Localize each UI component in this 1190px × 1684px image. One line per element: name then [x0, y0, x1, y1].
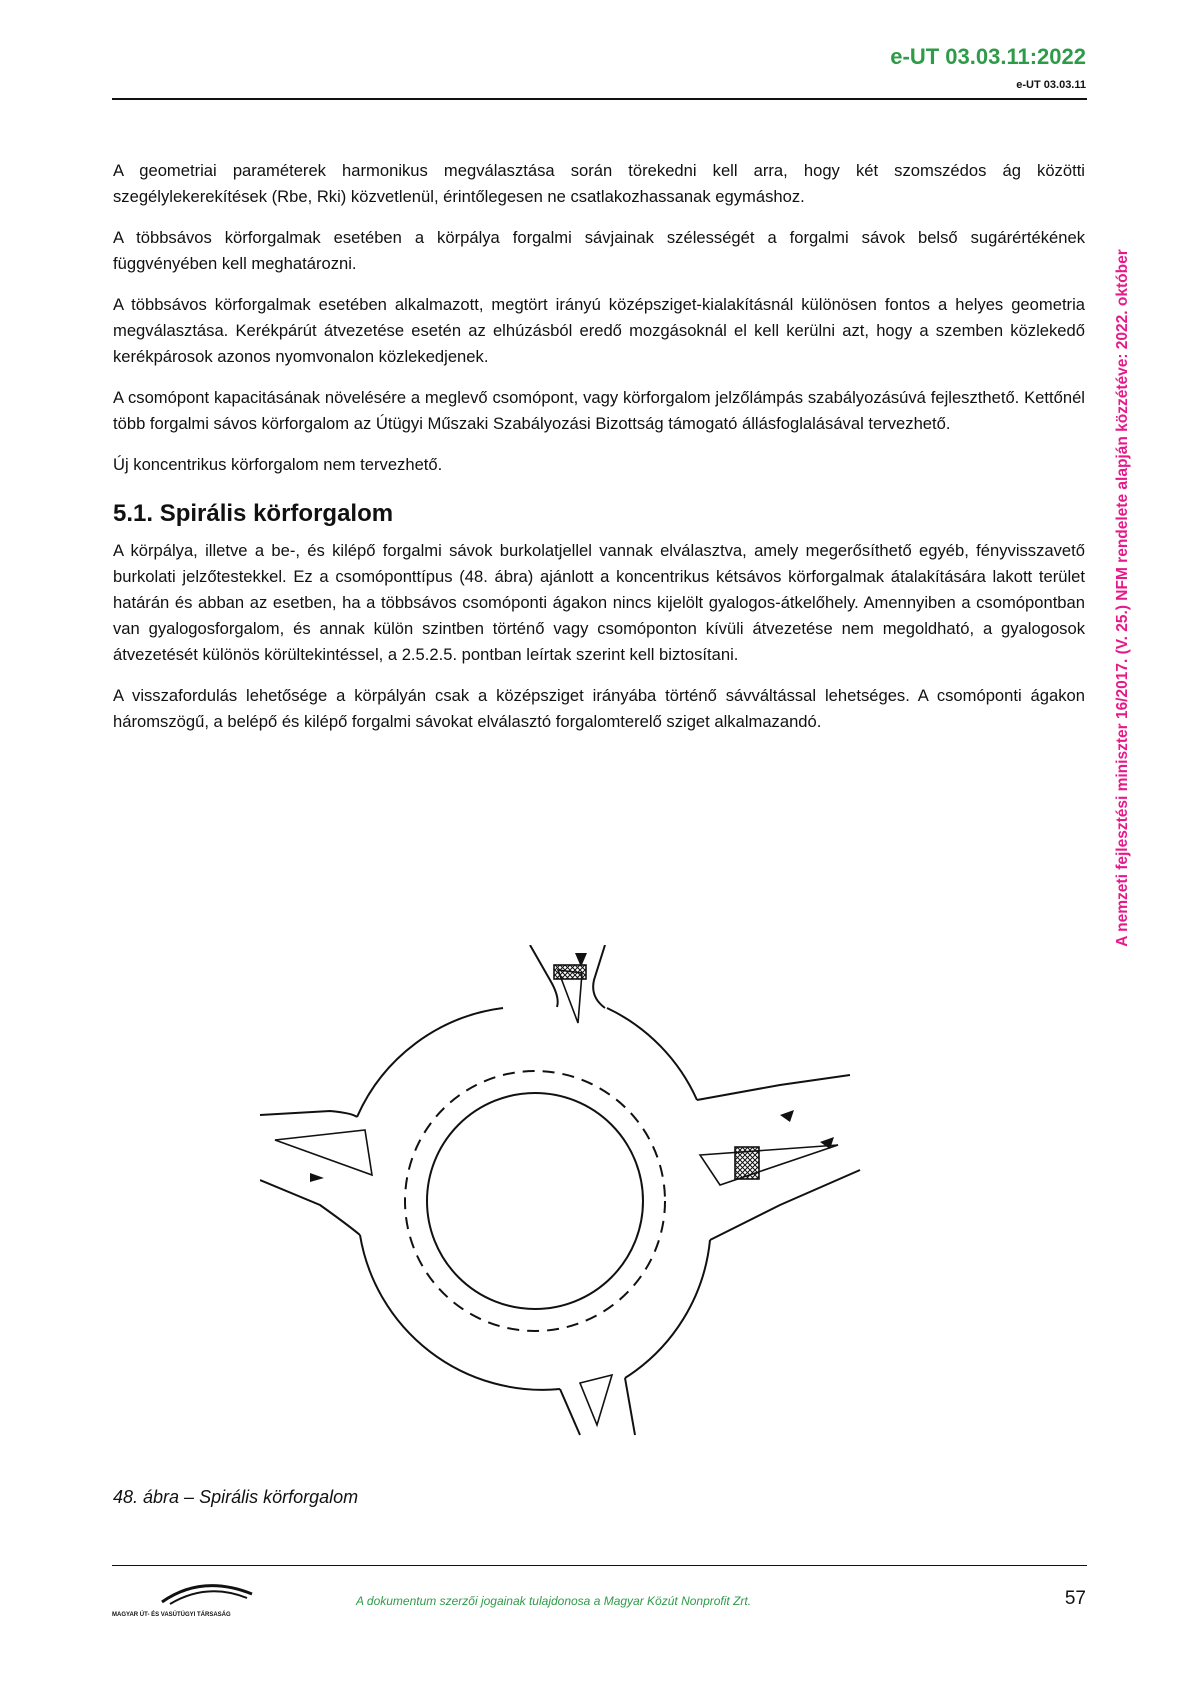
- central-island: [427, 1093, 643, 1309]
- splitter-island-west: [275, 1130, 372, 1175]
- lane-arrow: [310, 1173, 324, 1182]
- side-note: A nemzeti fejlesztési miniszter 16/2017. (V. 25.) NFM rendelete alapján közzétéve: 2022. október: [1114, 249, 1131, 947]
- copyright-notice: A dokumentum szerzői jogainak tulajdonosa a Magyar Közút Nonprofit Zrt.: [356, 1594, 752, 1608]
- header-rule: [112, 98, 1087, 100]
- south-approach-right: [625, 1378, 635, 1435]
- section-title: 5.1. Spirális körforgalom: [113, 500, 394, 527]
- footer-rule: [112, 1565, 1087, 1566]
- svg-text:MAGYAR ÚT- ÉS VASÚTÜGYI TÁRSAS: MAGYAR ÚT- ÉS VASÚTÜGYI TÁRSASÁG: [112, 1612, 231, 1618]
- paragraph: Új koncentrikus körforgalom nem tervezhető.: [113, 455, 443, 474]
- lane-divider: [405, 1071, 665, 1331]
- paragraph: A geometriai paraméterek harmonikus megválasztása során törekedni kell arra, hogy két szomszédos ág közötti szegélylekerekítések (Rbe, Rki) közvetlenül, érintőlegesen ne csatlakozhassanak egymáshoz.: [113, 161, 1085, 206]
- north-approach-right: [593, 945, 605, 1008]
- main-content: [113, 158, 1085, 750]
- east-approach-top: [697, 1075, 850, 1100]
- lane-arrow: [780, 1110, 794, 1122]
- crosswalk-east: [735, 1147, 759, 1179]
- paragraph: A visszafordulás lehetősége a körpályán csak a középsziget irányába történő sávváltással lehetséges. A csomóponti ágakon háromszögű, a belépő és kilépő forgalmi sávokat elválasztó forgalomterelő sziget alkalmazandó.: [113, 686, 1085, 731]
- paragraph: A körpálya, illetve a be-, és kilépő forgalmi sávok burkolatjellel vannak elválasztva, amely megerősíthető egyéb, fényvisszavető burkolati jelzőtestekkel. Ez a csomóponttípus (48. ábra) ajánlott a koncentrikus kétsávos körforgalmak átalakítására lakott terület határán és abban az esetben, ha a többsávos csomóponti ágakon nincs kijelölt gyalogos-átkelőhely. Amennyiben a csomópontban van gyalogosforgalom, és annak külön szintben történő vagy csomóponton kívüli átvezetése nem megoldható, a gyalogosok átvezetését különös körültekintéssel, a 2.5.2.5. pontban leírtak szerint kell biztosítani.: [113, 541, 1085, 664]
- west-approach-top: [260, 1111, 357, 1117]
- outer-edge-sw: [360, 1235, 560, 1390]
- outer-edge-ne: [607, 1008, 697, 1100]
- outer-edge-nw: [357, 1008, 503, 1117]
- document-subcode: e-UT 03.03.11: [1016, 79, 1086, 91]
- paragraph: A csomópont kapacitásának növelésére a meglevő csomópont, vagy körforgalom jelzőlámpás szabályozásúvá fejleszthető. Kettőnél több forgalmi sávos körforgalom az Útügyi Műszaki Szabályozási Bizottság támogató állásfoglalásával tervezhető.: [113, 388, 1085, 433]
- crosswalk-north: [554, 965, 586, 979]
- splitter-island-east: [700, 1145, 838, 1185]
- roundabout-diagram: [260, 945, 940, 1455]
- figure-caption: 48. ábra – Spirális körforgalom: [113, 1487, 359, 1507]
- document-code: e-UT 03.03.11:2022: [890, 44, 1086, 69]
- splitter-island-south: [580, 1375, 612, 1425]
- association-logo: [112, 1578, 262, 1618]
- outer-edge-se: [625, 1240, 710, 1378]
- paragraph: A többsávos körforgalmak esetében alkalmazott, megtört irányú középsziget-kialakításnál különösen fontos a helyes geometria megválasztása. Kerékpárút átvezetése esetén az elhúzásból eredő mozgásoknál el kell kerülni azt, hogy a szemben közlekedő kerékpárosok azonos nyomvonalon közlekedjenek.: [113, 295, 1085, 366]
- page-number: 57: [1064, 1588, 1086, 1609]
- south-approach-left: [560, 1389, 580, 1435]
- west-approach-bottom: [260, 1180, 360, 1235]
- paragraph: A többsávos körforgalmak esetében a körpálya forgalmi sávjainak szélességét a forgalmi sávok belső sugárértékének függvényében kell meghatározni.: [113, 228, 1085, 273]
